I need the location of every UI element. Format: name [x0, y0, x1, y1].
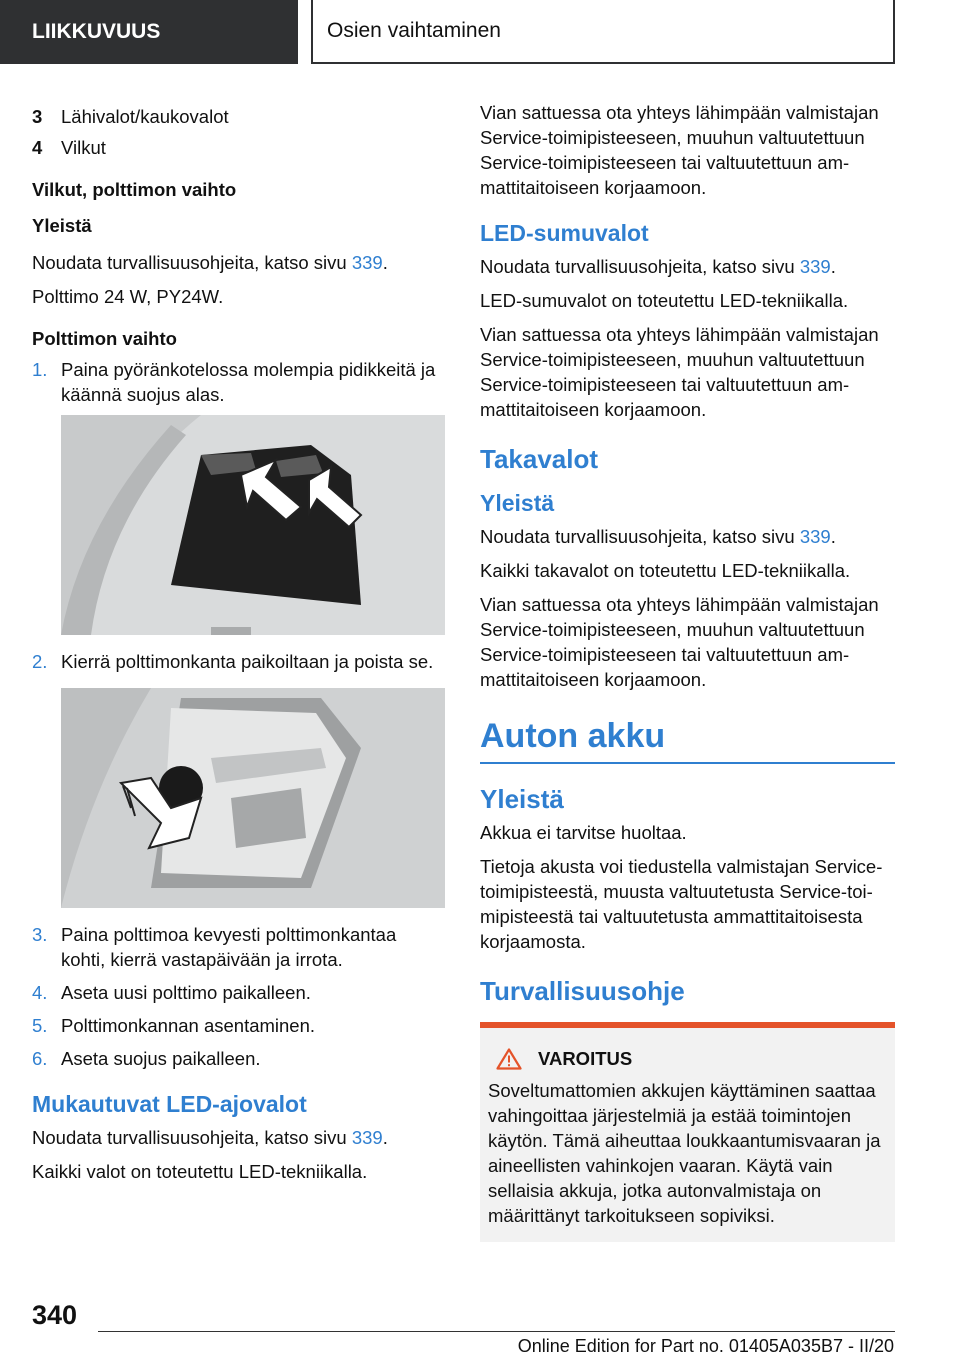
step-item: 4. Aseta uusi polttimo paikalleen. — [32, 982, 311, 1003]
bulb-socket-image — [61, 688, 445, 908]
heading-turvallisuusohje: Turvallisuusohje — [480, 976, 685, 1006]
led-text: Kaikki valot on toteutettu LED-tekniikalla. — [32, 1161, 368, 1182]
steps-list — [32, 357, 444, 407]
heading-yleista: Yleistä — [32, 215, 92, 236]
bulb-spec: Polttimo 24 W, PY24W. — [32, 286, 224, 307]
page-number: 340 — [32, 1300, 78, 1330]
heading-adaptive-led: Mukautuvat LED-ajovalot — [32, 1091, 307, 1117]
warning-title: VAROITUS — [538, 1048, 633, 1069]
warning-text: Soveltumattomien akkujen käyttäminen saattaa vahingoittaa järjestelmiä ja estää toimintojen käytön. Tämä aiheuttaa loukkaantumisvaaran ja aineellisten vahinkojen vaaran. Käytä vain sellaisia akkuja, jotka autonvalmistaja on määrittänyt tarkoitukseen sopiviksi. — [488, 1080, 881, 1226]
footer-edition: Online Edition for Part no. 01405A035B7 - II/20 — [517, 1336, 894, 1356]
left-column — [32, 104, 444, 1193]
heading-yleista: Yleistä — [480, 490, 555, 516]
service-text: Vian sattuessa ota yhteys lähimpään valmistajan Service-toimipisteeseen, muuhun valtuutettuun Service-toimipisteeseen tai valtuutettuun ammattitaitoiseen korjaamoon. — [480, 102, 879, 198]
step-item: 1. Paina pyöränkotelossa molempia pidikkeitä ja käännä suojus alas. — [32, 359, 436, 405]
akku-text-1: Akkua ei tarvitse huoltaa. — [480, 822, 687, 843]
safety-reference: Noudata turvallisuusohjeita, katso sivu 339. — [480, 256, 836, 277]
heading-auton-akku: Auton akku — [480, 716, 895, 764]
safety-reference: Noudata turvallisuusohjeita, katso sivu 339. — [32, 252, 388, 273]
legend-item: 3 Lähivalot/kaukovalot — [32, 106, 229, 127]
step-item: 6. Aseta suojus paikalleen. — [32, 1048, 261, 1069]
step-item: 3. Paina polttimoa kevyesti polttimonkantaa kohti, kierrä vastapäivään ja irrota. — [32, 924, 397, 970]
service-text: Vian sattuessa ota yhteys lähimpään valmistajan Service-toimipisteeseen, muuhun valtuutettuun Service-toimipisteeseen tai valtuutettuun ammattitaitoiseen korjaamoon. — [480, 594, 879, 690]
safety-reference: Noudata turvallisuusohjeita, katso sivu 339. — [480, 526, 836, 547]
step-item: 5. Polttimonkannan asentaminen. — [32, 1015, 316, 1036]
warning-box — [480, 1022, 895, 1242]
akku-text-2: Tietoja akusta voi tiedustella valmistajan Service-toimipisteestä, muusta valtuutetusta Service-toimipisteestä tai valtuutetusta ammattitaitoisesta korjaamosta. — [480, 856, 883, 952]
heading-sumuvalot: LED-sumuvalot — [480, 220, 649, 246]
heading-yleista: Yleistä — [480, 784, 564, 814]
right-column — [480, 100, 895, 1242]
wheel-arch-cover-image — [61, 415, 445, 635]
page-link[interactable]: 339 — [351, 1127, 383, 1148]
warning-triangle-icon — [496, 1048, 522, 1070]
heading-vilkut: Vilkut, polttimon vaihto — [32, 179, 237, 200]
page-link[interactable]: 339 — [799, 256, 831, 277]
section-tab — [0, 0, 298, 64]
service-text: Vian sattuessa ota yhteys lähimpään valmistajan Service-toimipisteeseen, muuhun valtuutettuun Service-toimipisteeseen tai valtuutettuun ammattitaitoiseen korjaamoon. — [480, 324, 879, 420]
subsection-title: Osien vaihtaminen — [327, 19, 501, 42]
safety-reference: Noudata turvallisuusohjeita, katso sivu 339. — [32, 1127, 388, 1148]
taka-text: Kaikki takavalot on toteutettu LED-tekniikalla. — [480, 560, 851, 581]
section-title: LIIKKUVUUS — [32, 20, 161, 43]
page-link[interactable]: 339 — [351, 252, 383, 273]
heading-polttimon-vaihto: Polttimon vaihto — [32, 328, 177, 349]
footer-divider — [98, 1331, 895, 1332]
heading-takavalot: Takavalot — [480, 444, 599, 474]
step-item: 2. Kierrä polttimonkanta paikoiltaan ja poista se. — [32, 651, 434, 672]
page-link[interactable]: 339 — [799, 526, 831, 547]
sumu-text: LED-sumuvalot on toteutettu LED-tekniikalla. — [480, 290, 849, 311]
legend-item: 4 Vilkut — [32, 137, 106, 158]
subsection-tab — [311, 0, 895, 64]
